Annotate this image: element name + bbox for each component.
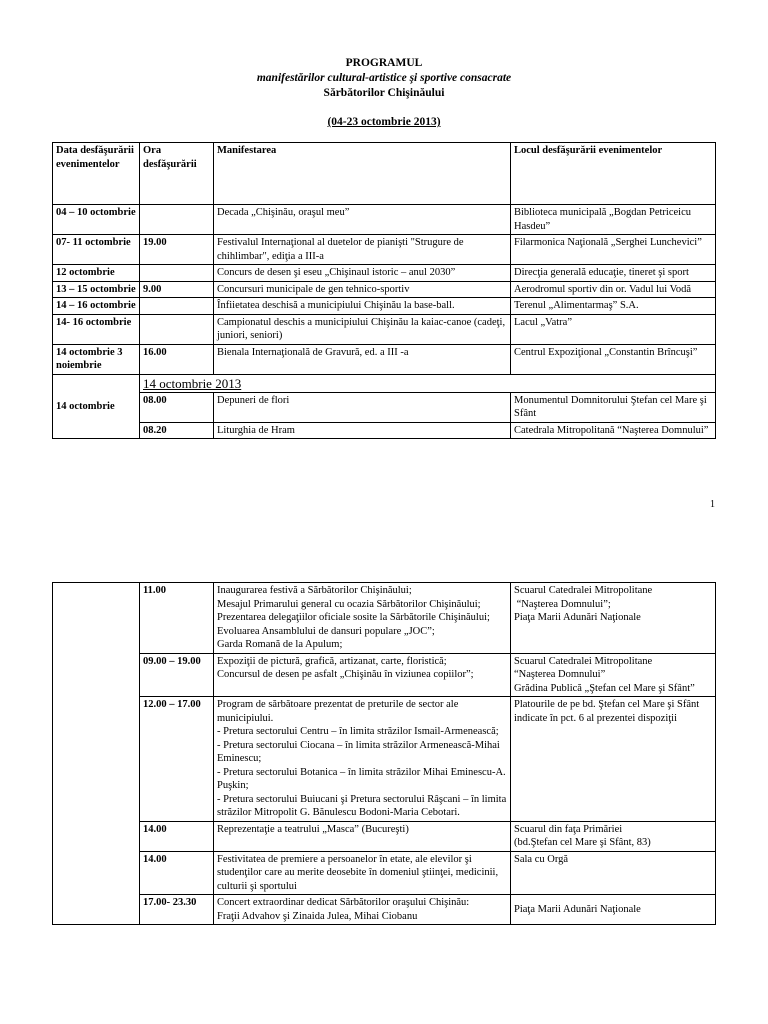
cell-time: 16.00: [140, 344, 214, 374]
cell-place: [511, 583, 716, 654]
cell-place: Biblioteca municipală „Bogdan Petriceicu Hasdeu”: [511, 205, 716, 235]
event-line: Concert extraordinar dedicat Sărbătorilor oraşului Chişinău:: [217, 897, 470, 908]
cell-time: 14.00: [140, 821, 214, 851]
cell-time: 14.00: [140, 851, 214, 895]
cell-place: Monumentul Domnitorului Ştefan cel Mare şi Sfânt: [511, 392, 716, 422]
cell-place: Filarmonica Naţională „Serghei Lunchevici”: [511, 235, 716, 265]
event-line: Inaugurarea festivă a Sărbătorilor Chişinăului;: [217, 585, 412, 596]
column-header-place: Locul desfăşurării evenimentelor: [511, 143, 716, 205]
program-table-2: [52, 582, 716, 925]
program-subtitle: manifestărilor cultural-artistice şi sportive consacrate: [256, 72, 512, 84]
event-line: Concursul de desen pe asfalt „Chişinău în viziunea copiilor”;: [217, 669, 474, 680]
section-heading-row: [53, 374, 716, 392]
event-line: - Pretura sectorului Botanica – în limita străzilor Mihai Eminescu-A. Puşkin;: [217, 766, 506, 791]
cell-place: [511, 697, 716, 822]
table-row: [53, 235, 716, 265]
cell-event: [214, 821, 511, 851]
table-row: [53, 422, 716, 439]
column-header-date: Data desfăşurării evenimentelor: [53, 143, 140, 205]
cell-time: 17.00- 23.30: [140, 895, 214, 925]
event-line: Reprezentaţie a teatrului „Masca” (Bucureşti): [217, 823, 409, 835]
table-row: [53, 851, 716, 895]
cell-time: 9.00: [140, 281, 214, 298]
place-line: Scuarul din faţa Primăriei: [514, 823, 623, 835]
place-line: “Naşterea Domnului”: [514, 669, 606, 680]
cell-date: [53, 583, 140, 925]
event-line: Expoziţii de pictură, grafică, artizanat, carte, floristică;: [217, 655, 447, 667]
cell-event: Campionatul deschis a municipiului Chişinău la kaiac-canoe (cadeţi, juniori, seniori): [214, 314, 511, 344]
place-line: Platourile de pe bd. Ştefan cel Mare şi Sfânt indicate în pct. 6 al prezentei dispoziţii: [514, 699, 700, 724]
cell-time: 08.20: [140, 422, 214, 439]
table-row: [53, 314, 716, 344]
program-title: PROGRAMUL: [345, 57, 423, 69]
cell-event: [214, 851, 511, 895]
cell-time: 11.00: [140, 583, 214, 654]
cell-place: [511, 895, 716, 925]
event-line: Festivitatea de premiere a persoanelor în etate, ale elevilor şi studenţilor care au merite deosebite în domeniul ştiinţei, medicinii, culturii şi sportului: [217, 853, 499, 892]
event-line: - Pretura sectorului Centru – în limita străzilor Ismail-Armenească;: [217, 726, 499, 737]
place-line: Grădina Publică „Ştefan cel Mare şi Sfânt”: [514, 682, 695, 694]
cell-time: [140, 298, 214, 315]
cell-event: [214, 895, 511, 925]
place-line: Piaţa Marii Adunări Naţionale: [514, 612, 641, 623]
place-line: “Naşterea Domnului”;: [514, 598, 611, 610]
column-header-time: Ora desfăşurării: [140, 143, 214, 205]
cell-event: Liturghia de Hram: [214, 422, 511, 439]
cell-date: 13 – 15 octombrie: [53, 281, 140, 298]
table-row: [53, 697, 716, 822]
cell-event: Bienala Internaţională de Gravură, ed. a III -a: [214, 344, 511, 374]
event-line: Evoluarea Ansamblului de dansuri populare „JOC”;: [217, 625, 435, 637]
cell-date: 14 – 16 octombrie: [53, 298, 140, 315]
cell-date: 04 – 10 octombrie: [53, 205, 140, 235]
cell-place: [511, 851, 716, 895]
place-line: (bd.Ştefan cel Mare şi Sfânt, 83): [514, 837, 651, 848]
program-subject: Sărbătorilor Chişinăului: [323, 87, 445, 99]
column-header-event: Manifestarea: [214, 143, 511, 205]
cell-event: Concurs de desen şi eseu „Chişinaul istoric – anul 2030”: [214, 265, 511, 282]
cell-event: [214, 653, 511, 697]
place-line: Sala cu Orgă: [514, 853, 569, 865]
event-line: Garda Romană de la Apulum;: [217, 639, 343, 650]
event-line: Fraţii Advahov şi Zinaida Julea, Mihai Ciobanu: [217, 910, 418, 922]
cell-date: 14- 16 octombrie: [53, 314, 140, 344]
table-row: [53, 298, 716, 315]
table-header-row: [53, 143, 716, 205]
cell-place: Direcţia generală educaţie, tineret şi sport: [511, 265, 716, 282]
program-table-1: [52, 142, 716, 439]
cell-time: [140, 205, 214, 235]
place-line: Scuarul Catedralei Mitropolitane: [514, 585, 653, 596]
event-line: Prezentarea delegaţiilor oficiale sosite la Sărbătorile Chişinăului;: [217, 612, 490, 623]
cell-date: 12 octombrie: [53, 265, 140, 282]
cell-event: Concursuri municipale de gen tehnico-sportiv: [214, 281, 511, 298]
cell-event: [214, 583, 511, 654]
table-row: [53, 895, 716, 925]
cell-event: Înfiietatea deschisă a municipiului Chişinău la base-ball.: [214, 298, 511, 315]
page-2: [0, 578, 768, 1024]
cell-place: Catedrala Mitropolitană “Naşterea Domnului”: [511, 422, 716, 439]
page-separator: [0, 550, 768, 578]
program-period: (04-23 octombrie 2013): [327, 116, 441, 128]
cell-event: [214, 697, 511, 822]
cell-time: 08.00: [140, 392, 214, 422]
cell-place: Terenul „Alimentarmaş” S.A.: [511, 298, 716, 315]
cell-place: [511, 821, 716, 851]
event-line: - Pretura sectorului Buiucani şi Pretura sectorului Râşcani – în limita străzilor Mitropolit G. Bănulescu Bodoni-Maria Cebotari.: [217, 793, 507, 818]
cell-place: [511, 653, 716, 697]
cell-place: Lacul „Vatra”: [511, 314, 716, 344]
event-line: Mesajul Primarului general cu ocazia Sărbătorilor Chişinăului;: [217, 598, 481, 610]
table-row: [53, 205, 716, 235]
table-row: [53, 583, 716, 654]
cell-time: 19.00: [140, 235, 214, 265]
cell-time: 09.00 – 19.00: [140, 653, 214, 697]
section-title: 14 octombrie 2013: [140, 374, 716, 392]
table-row: [53, 821, 716, 851]
table-row: [53, 392, 716, 422]
event-line: - Pretura sectorului Ciocana – în limita străzilor Armenească-Mihai Eminescu;: [217, 739, 500, 764]
cell-event: Decada „Chişinău, oraşul meu”: [214, 205, 511, 235]
cell-time: [140, 314, 214, 344]
cell-time: 12.00 – 17.00: [140, 697, 214, 822]
cell-event: Depuneri de flori: [214, 392, 511, 422]
table-row: [53, 344, 716, 374]
place-line: Piaţa Marii Adunări Naţionale: [514, 903, 641, 915]
page-number: 1: [710, 499, 715, 510]
cell-place: Aerodromul sportiv din or. Vadul lui Vodă: [511, 281, 716, 298]
cell-time: [140, 265, 214, 282]
table-row: [53, 265, 716, 282]
cell-date: 14 octombrie: [53, 374, 140, 439]
cell-place: Centrul Expoziţional „Constantin Brîncuşi”: [511, 344, 716, 374]
cell-date: 07- 11 octombrie: [53, 235, 140, 265]
event-line: Program de sărbătoare prezentat de preturile de sector ale municipiului.: [217, 699, 459, 724]
cell-event: Festivalul Internaţional al duetelor de pianişti "Strugure de chihlimbar", ediţia a III-a: [214, 235, 511, 265]
cell-date: 14 octombrie 3 noiembrie: [53, 344, 140, 374]
table-row: [53, 653, 716, 697]
place-line: Scuarul Catedralei Mitropolitane: [514, 655, 653, 667]
table-row: [53, 281, 716, 298]
